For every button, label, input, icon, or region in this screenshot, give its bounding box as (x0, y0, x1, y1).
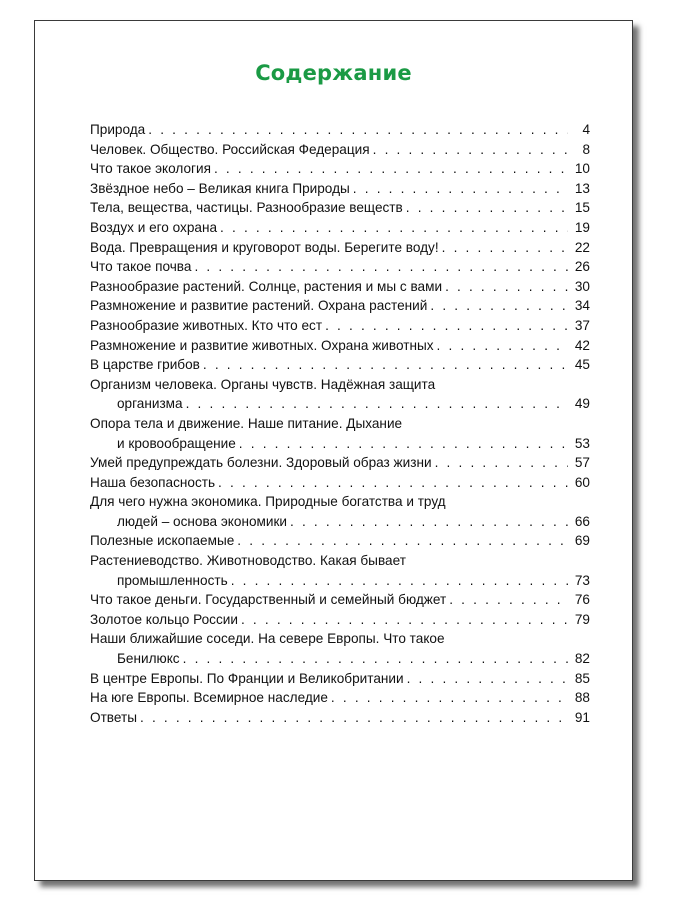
toc-entry-title: Воздух и его охрана (90, 219, 218, 235)
toc-entry-title: Вода. Превращения и круговорот воды. Берегите воду! (90, 239, 439, 255)
toc-entry-line (90, 257, 590, 277)
toc-entry[interactable] (90, 316, 590, 336)
toc-dot-leader (445, 277, 568, 297)
toc-entry-line (90, 198, 590, 218)
toc-dot-leader (214, 159, 568, 179)
toc-entry-title: Полезные ископаемые (90, 533, 235, 549)
toc-dot-leader (241, 610, 568, 630)
toc-entry-line (90, 669, 590, 689)
toc-page-number: 26 (574, 259, 590, 275)
toc-page-number: 66 (574, 513, 590, 529)
toc-page-number: 45 (574, 357, 590, 373)
toc-entry[interactable] (90, 414, 590, 453)
toc-entry-line (90, 453, 590, 473)
toc-dot-leader (140, 708, 568, 728)
toc-entry-title: промышленность (117, 572, 228, 588)
toc-dot-leader (239, 434, 568, 454)
toc-page-number: 53 (574, 435, 590, 451)
toc-entry[interactable] (90, 473, 590, 493)
toc-entry-line (90, 159, 590, 179)
toc-entry-line (90, 531, 590, 551)
toc-entry-title: Ответы (90, 709, 137, 725)
toc-entry-title: и кровообращение (117, 435, 236, 451)
toc-entry-line (90, 688, 590, 708)
toc-entry-title: Разнообразие животных. Кто что ест (90, 317, 323, 333)
toc-entry-line (90, 629, 590, 649)
toc-entry[interactable] (90, 453, 590, 473)
toc-page-number: 76 (574, 592, 590, 608)
toc-entry-line (90, 120, 590, 140)
toc-page-number: 42 (574, 337, 590, 353)
toc-entry[interactable] (90, 492, 590, 531)
toc-page-number: 19 (574, 219, 590, 235)
toc-entry[interactable] (90, 590, 590, 610)
toc-page-number: 15 (574, 200, 590, 216)
toc-entry[interactable] (90, 140, 590, 160)
toc-entry[interactable] (90, 610, 590, 630)
toc-dot-leader (220, 218, 568, 238)
toc-entry-line (90, 296, 590, 316)
toc-page-number: 60 (574, 474, 590, 490)
toc-entry-line (90, 218, 590, 238)
toc-page-number: 79 (574, 611, 590, 627)
toc-entry-line (90, 590, 590, 610)
toc-entry-line (90, 277, 590, 297)
toc-entry-continuation-line (90, 434, 590, 454)
toc-entry-title: организма (117, 396, 183, 412)
toc-dot-leader (406, 198, 568, 218)
toc-dot-leader (237, 531, 568, 551)
toc-page-number: 37 (574, 317, 590, 333)
toc-dot-leader (430, 296, 568, 316)
toc-dot-leader (442, 238, 568, 258)
toc-page-number: 91 (574, 709, 590, 725)
toc-entry-line (90, 316, 590, 336)
toc-entry-title: Человек. Общество. Российская Федерация (90, 141, 370, 157)
toc-entry-title: Что такое деньги. Государственный и семейный бюджет (90, 592, 447, 608)
toc-entry-title: Умей предупреждать болезни. Здоровый образ жизни (90, 455, 432, 471)
toc-dot-leader (203, 355, 568, 375)
toc-entry-title: людей – основа экономики (117, 513, 288, 529)
toc-entry[interactable] (90, 277, 590, 297)
toc-entry-title: Природа (90, 122, 146, 137)
toc-entry-title: Опора тела и движение. Наше питание. Дыхание (90, 415, 403, 431)
toc-entry-title: В центре Европы. По Франции и Великобритании (90, 670, 404, 686)
toc-entry[interactable] (90, 551, 590, 590)
toc-entry[interactable] (90, 238, 590, 258)
toc-entry-title: Что такое почва (90, 259, 192, 275)
toc-entry-line (90, 708, 590, 728)
toc-dot-leader (407, 669, 568, 689)
toc-entry-continuation-line (90, 649, 590, 669)
toc-dot-leader (437, 336, 568, 356)
toc-entry-continuation-line (90, 394, 590, 414)
toc-entry-title: В царстве грибов (90, 357, 200, 373)
document-page (34, 20, 633, 881)
toc-page-number: 82 (574, 651, 590, 667)
toc-entry-line (90, 336, 590, 356)
toc-dot-leader (186, 394, 568, 414)
toc-entry[interactable] (90, 375, 590, 414)
toc-dot-leader (449, 590, 568, 610)
toc-page-number: 49 (574, 396, 590, 412)
toc-dot-leader (218, 473, 568, 493)
toc-entry-line (90, 473, 590, 493)
toc-entry-line (90, 238, 590, 258)
toc-entry-line (90, 551, 590, 571)
toc-entry-title: Растениеводство. Животноводство. Какая бывает (90, 553, 406, 569)
toc-entry-line (90, 610, 590, 630)
toc-entry-title: Организм человека. Органы чувств. Надёжная защита (90, 376, 436, 392)
toc-dot-leader (231, 571, 568, 591)
toc-entry-continuation-line (90, 571, 590, 591)
toc-entry-title: Разнообразие растений. Солнце, растения и мы с вами (90, 278, 443, 294)
toc-dot-leader (373, 140, 568, 160)
toc-page-number: 85 (574, 670, 590, 686)
toc-entry-title: Что такое экология (90, 161, 211, 177)
toc-entry-title: Золотое кольцо России (90, 611, 238, 627)
toc-entry[interactable] (90, 355, 590, 375)
page-title: Содержание (255, 61, 412, 85)
toc-page-number: 4 (582, 122, 590, 137)
toc-entry[interactable] (90, 531, 590, 551)
toc-dot-leader (183, 649, 568, 669)
toc-entry-title: Наша безопасность (90, 474, 216, 490)
toc-entry[interactable] (90, 257, 590, 277)
table-of-contents (90, 120, 590, 727)
toc-entry-line (90, 355, 590, 375)
toc-entry-title: Звёздное небо – Великая книга Природы (90, 180, 350, 196)
toc-dot-leader (331, 688, 568, 708)
toc-entry[interactable] (90, 159, 590, 179)
toc-dot-leader (325, 316, 568, 336)
toc-entry-line (90, 179, 590, 199)
toc-entry-line (90, 414, 590, 434)
toc-page-number: 88 (574, 690, 590, 706)
toc-entry-title: Размножение и развитие животных. Охрана животных (90, 337, 434, 353)
toc-entry[interactable] (90, 218, 590, 238)
toc-entry[interactable] (90, 179, 590, 199)
toc-page-number: 22 (574, 239, 590, 255)
toc-entry-title: Бенилюкс (117, 651, 180, 667)
toc-entry[interactable] (90, 669, 590, 689)
toc-dot-leader (194, 257, 568, 277)
toc-entry[interactable] (90, 708, 590, 728)
toc-dot-leader (290, 512, 568, 532)
toc-entry[interactable] (90, 296, 590, 316)
toc-page-number: 10 (574, 161, 590, 177)
toc-entry-title: Размножение и развитие растений. Охрана растений (90, 298, 428, 314)
toc-entry-title: Для чего нужна экономика. Природные богатства и труд (90, 494, 446, 510)
toc-page-number: 73 (574, 572, 590, 588)
toc-entry[interactable] (90, 336, 590, 356)
toc-entry-title: Наши ближайшие соседи. На севере Европы. Что такое (90, 631, 445, 647)
toc-page-number: 57 (574, 455, 590, 471)
toc-page-number: 30 (574, 278, 590, 294)
toc-entry-title: На юге Европы. Всемирное наследие (90, 690, 328, 706)
toc-entry-title: Тела, вещества, частицы. Разнообразие веществ (90, 200, 403, 216)
toc-entry[interactable] (90, 198, 590, 218)
toc-dot-leader (353, 179, 568, 199)
toc-entry-line (90, 140, 590, 160)
toc-entry-line (90, 492, 590, 512)
toc-entry-line (90, 375, 590, 395)
toc-entry[interactable] (90, 688, 590, 708)
toc-page-number: 34 (574, 298, 590, 314)
toc-dot-leader (435, 453, 568, 473)
toc-page-number: 69 (574, 533, 590, 549)
toc-page-number: 13 (574, 180, 590, 196)
toc-entry-continuation-line (90, 512, 590, 532)
toc-page-number: 8 (582, 141, 590, 157)
toc-dot-leader (148, 120, 568, 140)
toc-entry[interactable] (90, 629, 590, 668)
toc-entry[interactable] (90, 120, 590, 140)
